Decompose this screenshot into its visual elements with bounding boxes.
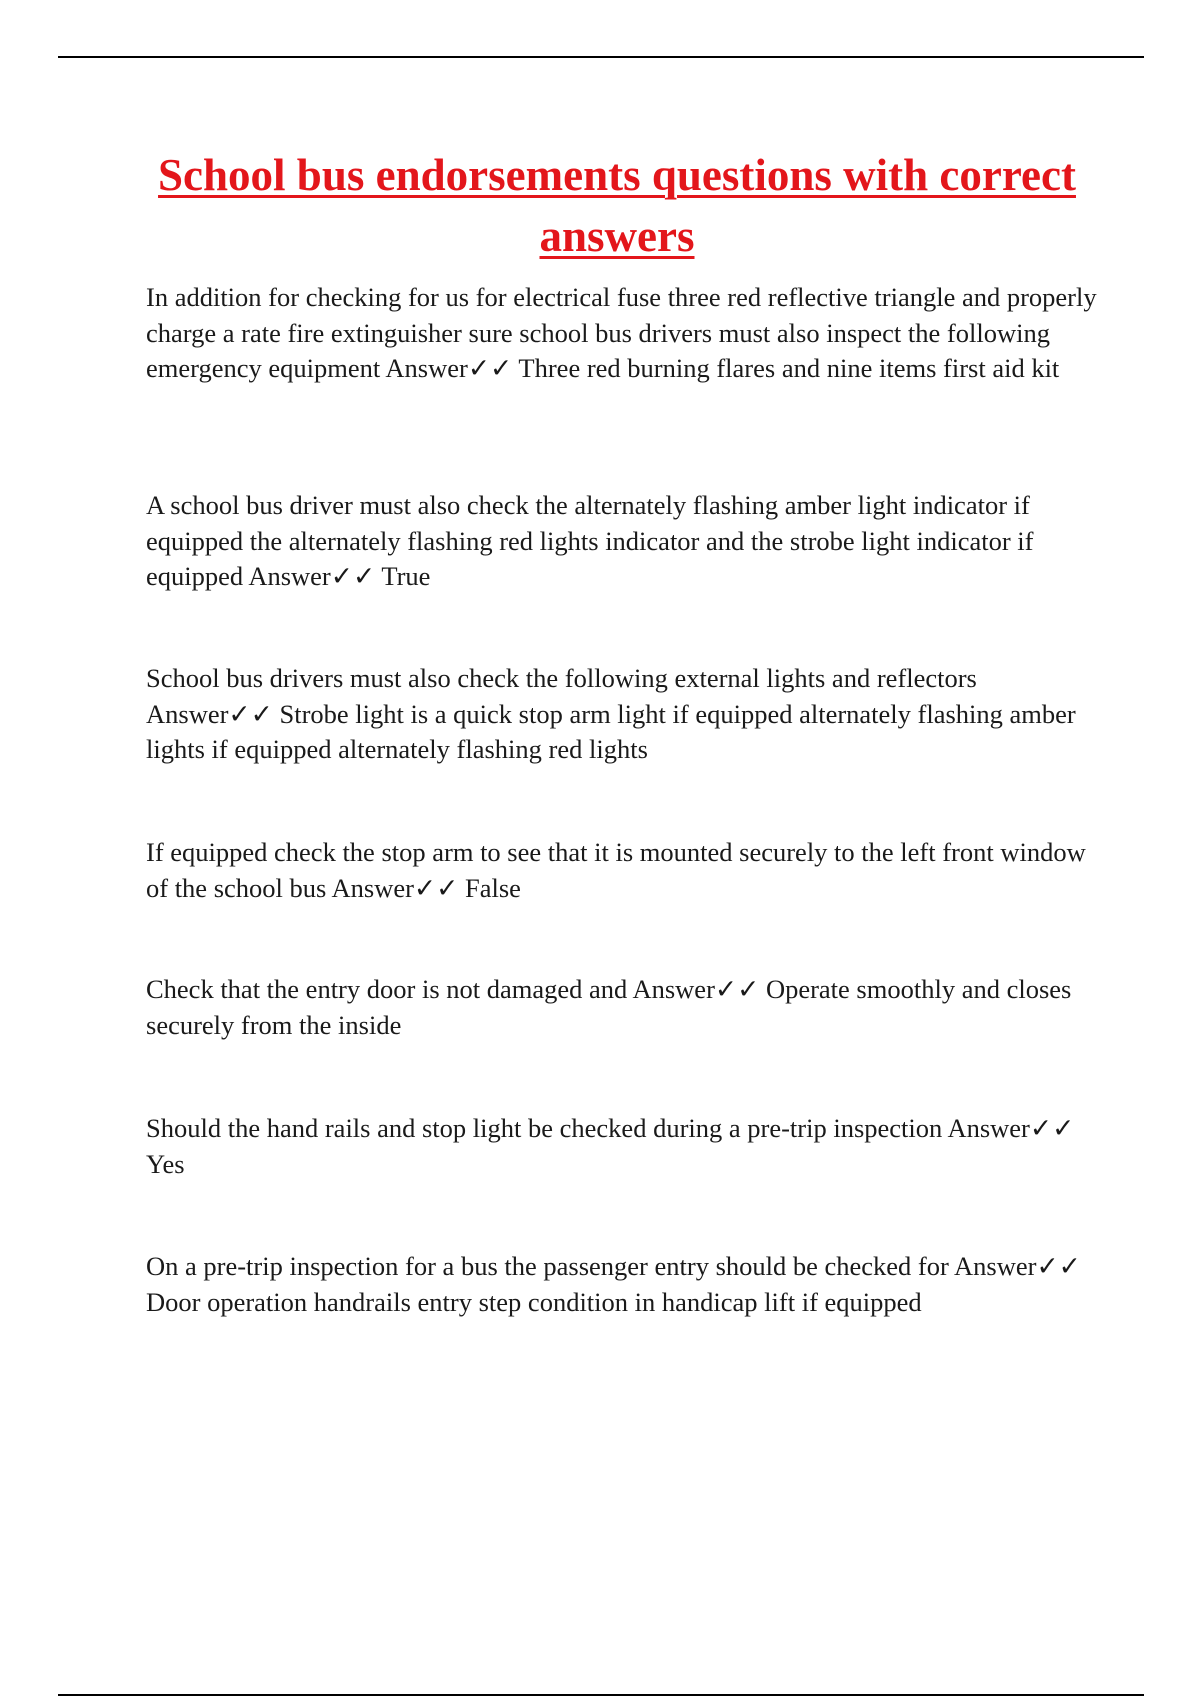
- qa-item-1: [146, 280, 1106, 387]
- answer-marker: Answer✓✓: [146, 698, 273, 729]
- answer-marker: Answer✓✓: [248, 561, 376, 591]
- document-title: School bus endorsements questions with correct answers: [158, 150, 1076, 261]
- answer-marker: Answer✓✓: [385, 353, 513, 383]
- answer-marker: Answer✓✓: [954, 1251, 1081, 1281]
- answer-marker: Answer✓✓: [632, 974, 760, 1004]
- qa-item-3: [146, 661, 1106, 768]
- qa-item-7: [146, 1249, 1106, 1320]
- qa-item-2: [146, 488, 1106, 595]
- question-text: School bus drivers must also check the following external lights and reflectors: [146, 663, 977, 693]
- answer-text: True: [381, 561, 431, 591]
- qa-item-4: [146, 835, 1106, 906]
- qa-item-5: [146, 972, 1106, 1043]
- answer-text: Yes: [146, 1148, 185, 1179]
- answer-text: Operate smoothly and closes securely from the inside: [146, 974, 1072, 1040]
- top-rule: [58, 56, 1144, 58]
- answer-text: Three red burning flares and nine items first aid kit: [518, 353, 1060, 383]
- question-text: On a pre-trip inspection for a bus the passenger entry should be checked for: [146, 1251, 949, 1281]
- question-text: If equipped check the stop arm to see that it is mounted securely to the left front window of the school bus: [146, 837, 1086, 903]
- bottom-rule: [58, 1694, 1144, 1696]
- answer-text: Door operation handrails entry step condition in handicap lift if equipped: [146, 1286, 922, 1317]
- answer-marker: Answer✓✓: [331, 872, 459, 903]
- question-text: Should the hand rails and stop light be checked during a pre-trip inspection: [146, 1113, 943, 1143]
- answer-text: False: [464, 872, 521, 903]
- question-text: Check that the entry door is not damaged and: [146, 974, 628, 1004]
- answer-text: Strobe light is a quick stop arm light if equipped alternately flashing amber lights if equipped alternately flashing red lights: [146, 698, 1076, 764]
- question-text: In addition for checking for us for electrical fuse three red reflective triangle and properly charge a rate fire extinguisher sure school bus drivers must also inspect the following emergency equipment: [146, 282, 1097, 383]
- question-text: A school bus driver must also check the alternately flashing amber light indicator if equipped the alternately flashing red lights indicator and the strobe light indicator if equipped: [146, 490, 1034, 591]
- qa-item-6: [146, 1111, 1106, 1182]
- answer-marker: Answer✓✓: [947, 1113, 1075, 1143]
